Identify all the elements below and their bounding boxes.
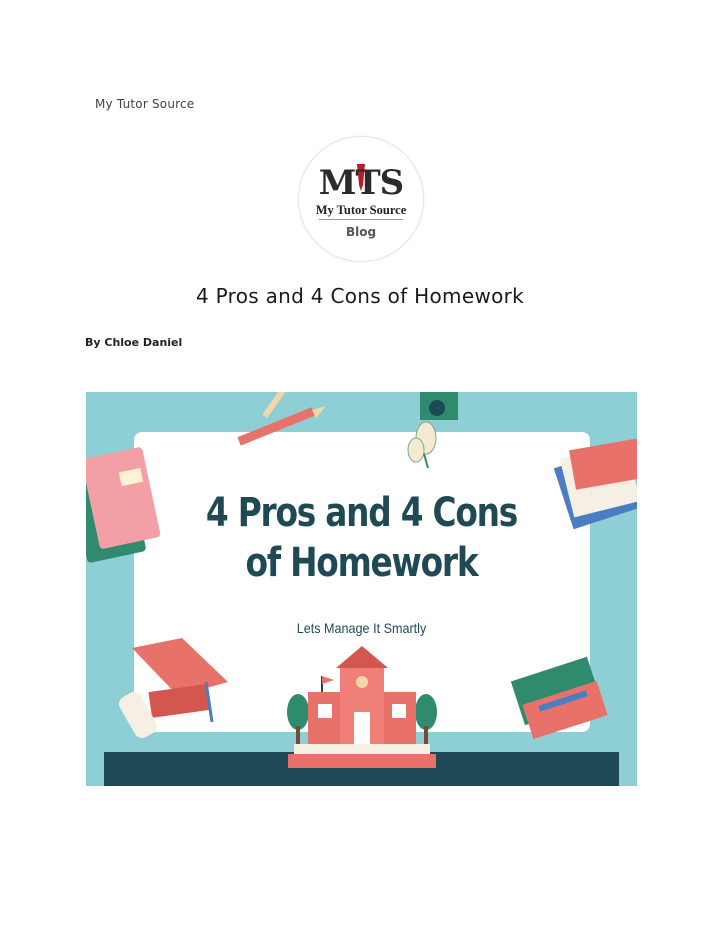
logo-name: My Tutor Source [315,203,407,217]
logo-blog-label: Blog [345,225,377,239]
pencil-case-icon [511,657,608,739]
article-byline: By Chloe Daniel [85,336,183,349]
graduation-cap-icon [116,638,228,741]
site-name: My Tutor Source [95,97,195,111]
flower-icon [408,422,436,468]
hero-image [86,392,637,786]
logo-divider [319,219,403,220]
article-title: 4 Pros and 4 Cons of Homework [195,284,525,308]
logo-mark: MTS [318,163,404,203]
hero-subtitle: Lets Manage It Smartly [296,620,427,636]
pencil-icon [237,392,326,446]
hero-title [136,488,588,588]
blog-logo[interactable] [298,136,424,262]
hero-illustrations [86,392,637,786]
sharpener-icon [420,392,458,420]
school-building-icon [288,646,436,768]
hero-title-line1: 4 Pros and 4 Cons [205,490,518,536]
hero-title-line2: of Homework [245,540,478,586]
